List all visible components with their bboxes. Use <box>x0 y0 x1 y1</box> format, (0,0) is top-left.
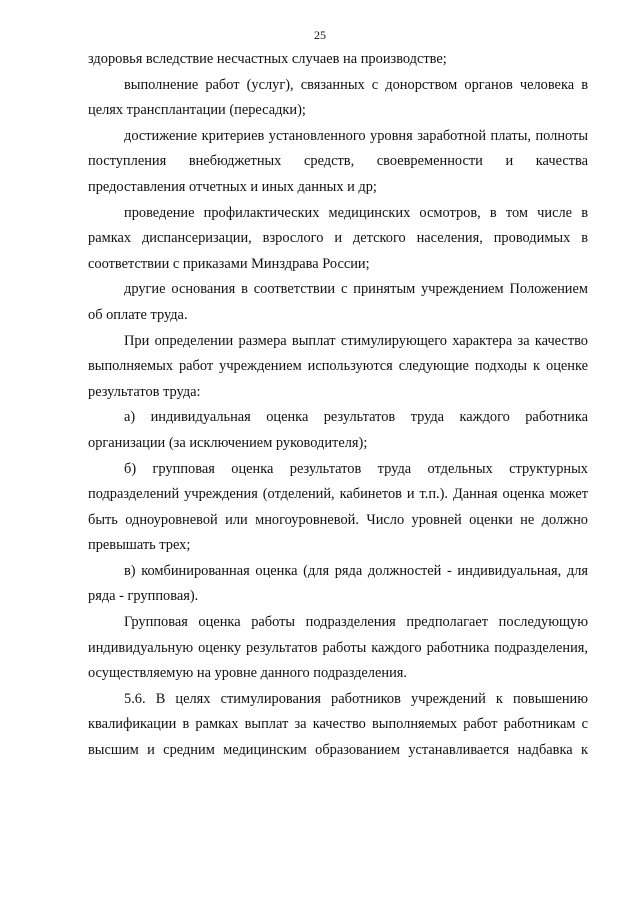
document-body <box>88 47 588 764</box>
paragraph-other-grounds: другие основания в соответствии с принятым учреждением Положением об оплате труда. <box>88 281 588 323</box>
paragraph-donorship: выполнение работ (услуг), связанных с донорством органов человека в целях трансплантации (пересадки); <box>88 76 588 119</box>
paragraph-assessment-intro: При определении размера выплат стимулирующего характера за качество выполняемых работ учреждением используются следующие подходы к оценке результатов труда: <box>88 332 588 400</box>
page-number: 25 <box>314 28 326 42</box>
paragraph-item-b: б) групповая оценка результатов труда отдельных структурных подразделений учреждения (отделений, кабинетов и т.п.). Данная оценка может быть одноуровневой или многоуровневой. Число уровней оценки не должно превышать трех; <box>88 460 588 554</box>
paragraph-section-5-6: 5.6. В целях стимулирования работников учреждений к повышению квалификации в рамках выплат за качество выполняемых работ работникам с высшим и средним медицинским образованием устанавливается надбавка к <box>88 690 588 759</box>
paragraph-salary-criteria: достижение критериев установленного уровня заработной платы, полноты поступления внебюджетных средств, своевременности и качества предоставления отчетных и иных данных и др; <box>88 127 588 195</box>
paragraph-medical-checkups: проведение профилактических медицинских осмотров, в том числе в рамках диспансеризации, взрослого и детского населения, проводимых в соответствии с приказами Минздрава России; <box>88 204 588 272</box>
paragraph-item-c: в) комбинированная оценка (для ряда должностей - индивидуальная, для ряда - групповая). <box>88 562 588 605</box>
paragraph-group-assessment: Групповая оценка работы подразделения предполагает последующую индивидуальную оценку результатов работы каждого работника подразделения, осуществляемую на уровне данного подразделения. <box>88 614 588 682</box>
paragraph-continuation: здоровья вследствие несчастных случаев на производстве; <box>88 51 447 67</box>
paragraph-item-a: а) индивидуальная оценка результатов труда каждого работника организации (за исключением руководителя); <box>88 409 588 451</box>
